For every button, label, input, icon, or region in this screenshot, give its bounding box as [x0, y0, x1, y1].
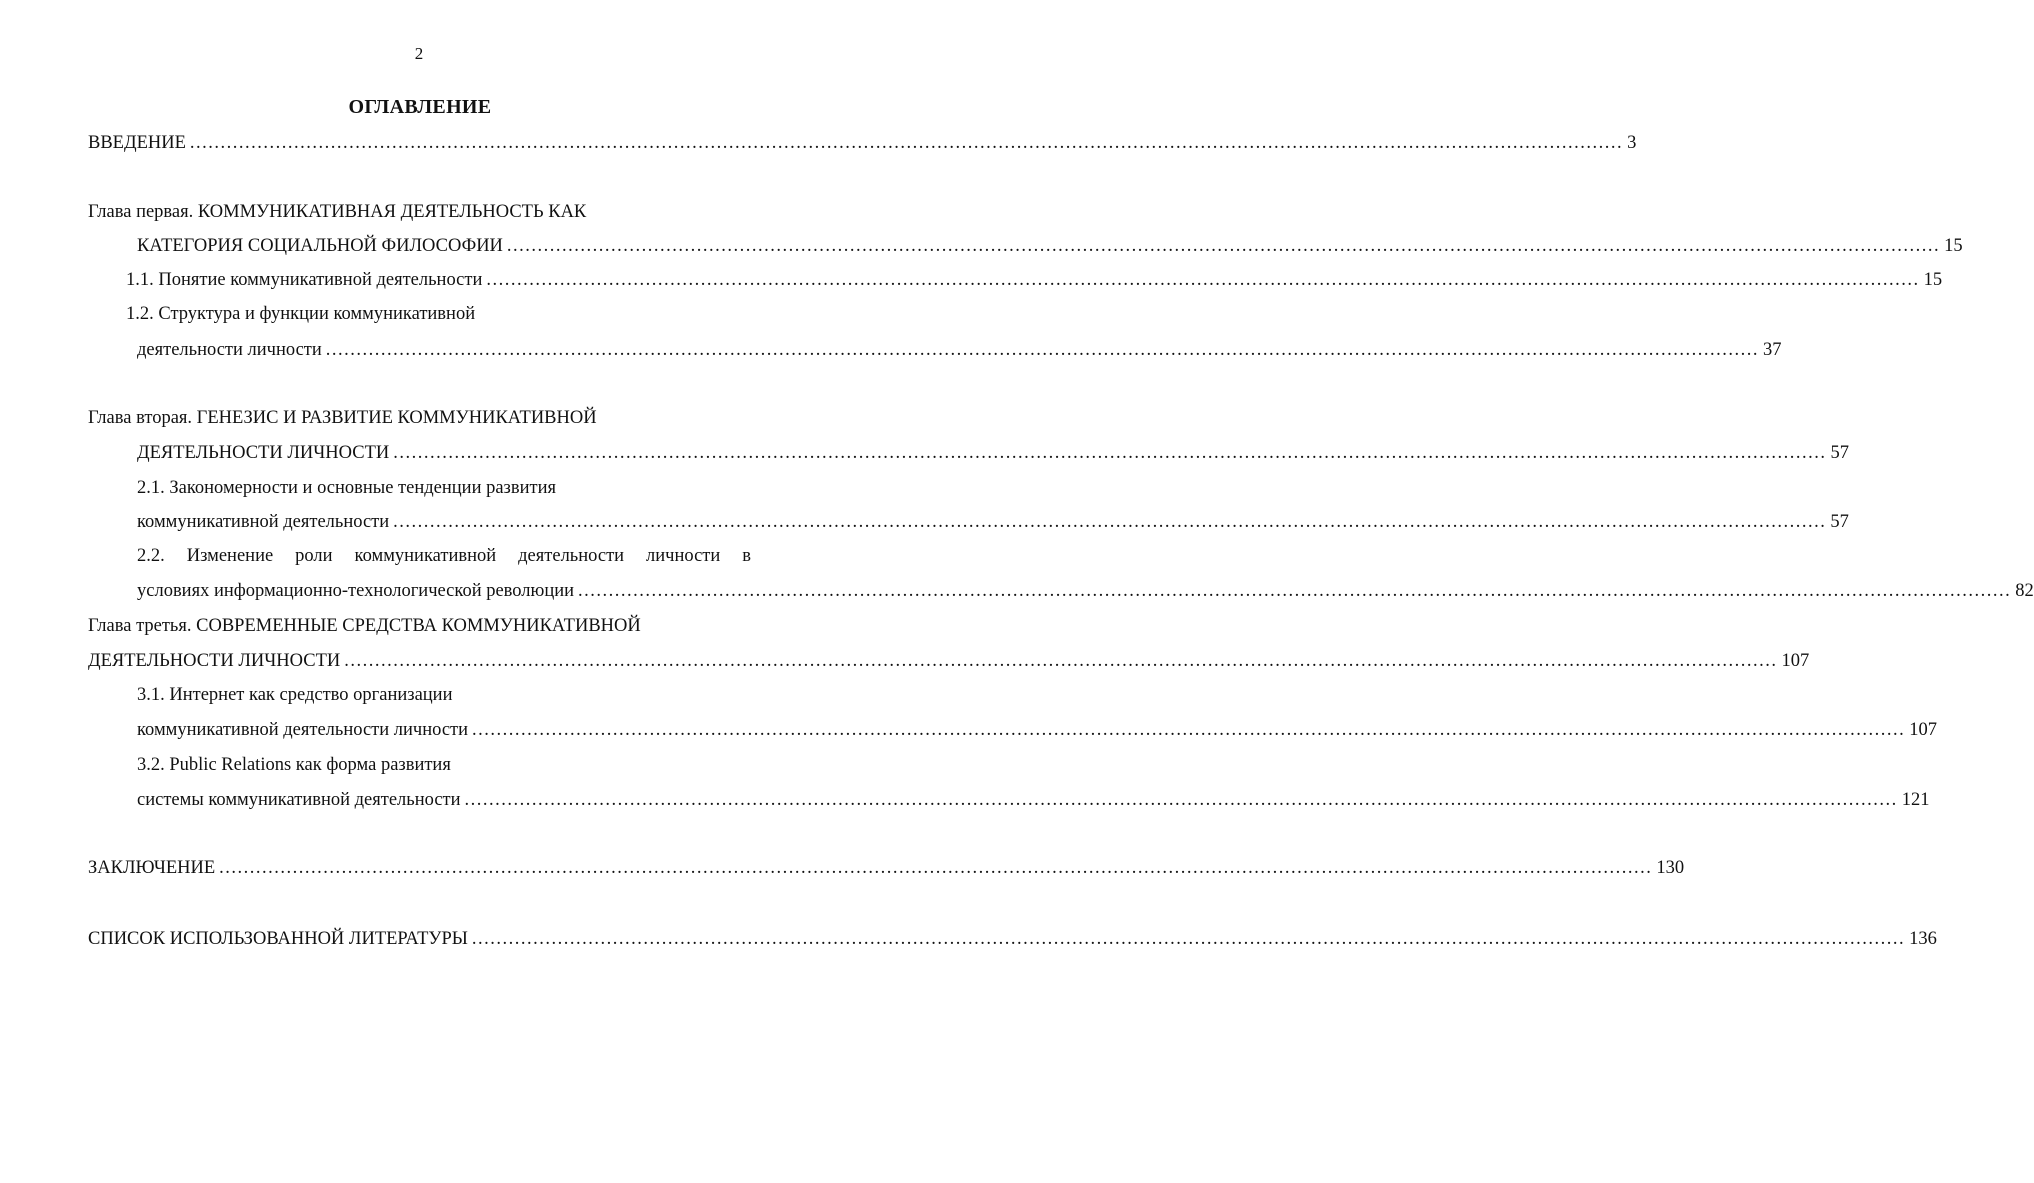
toc-entry-section-3-2[interactable]	[137, 787, 1930, 813]
toc-entry-text: коммуникативной деятельности	[137, 512, 390, 532]
toc-chapter-1-heading[interactable]: Глава первая. КОММУНИКАТИВНАЯ ДЕЯТЕЛЬНОСТЬ КАК	[88, 202, 587, 222]
toc-entry-section-2-2[interactable]	[137, 578, 2034, 604]
leader-dots: ..........................................................................................................................................................................................................................................	[393, 512, 1827, 532]
toc-section-1-2-heading[interactable]: 1.2. Структура и функции коммуникативной	[126, 304, 476, 324]
toc-entry-text: КАТЕГОРИЯ СОЦИАЛЬНОЙ ФИЛОСОФИИ	[137, 236, 503, 256]
toc-entry-intro[interactable]	[88, 130, 1637, 156]
toc-page-number: 15	[1923, 270, 1943, 290]
page-number: 2	[414, 44, 424, 63]
leader-dots: ..........................................................................................................................................................................................................................................	[219, 858, 1653, 878]
leader-dots: ..........................................................................................................................................................................................................................................	[344, 651, 1778, 671]
leader-dots: ..........................................................................................................................................................................................................................................	[464, 790, 1898, 810]
toc-entry-text: ЗАКЛЮЧЕНИЕ	[88, 858, 216, 878]
toc-page-number: 107	[1781, 651, 1810, 671]
toc-page-number: 121	[1901, 790, 1930, 810]
leader-dots: ..........................................................................................................................................................................................................................................	[471, 929, 1906, 949]
toc-entry-text: ВВЕДЕНИЕ	[88, 133, 186, 153]
toc-page-number: 37	[1763, 340, 1782, 360]
toc-entry-section-2-1[interactable]	[137, 509, 1849, 535]
leader-dots: ..........................................................................................................................................................................................................................................	[325, 340, 1760, 360]
toc-page-number: 57	[1830, 512, 1849, 532]
toc-entry-references[interactable]	[88, 926, 1937, 952]
toc-entry-chapter-1[interactable]	[137, 233, 1963, 259]
leader-dots: ..........................................................................................................................................................................................................................................	[189, 133, 1624, 153]
toc-entry-text: коммуникативной деятельности личности	[137, 720, 469, 740]
toc-entry-text: условиях информационно-технологической революции	[137, 581, 575, 601]
toc-chapter-2-heading[interactable]: Глава вторая. ГЕНЕЗИС И РАЗВИТИЕ КОММУНИКАТИВНОЙ	[88, 408, 597, 428]
leader-dots: ..........................................................................................................................................................................................................................................	[472, 720, 1906, 740]
toc-page-number: 107	[1909, 720, 1938, 740]
toc-entry-chapter-3[interactable]	[88, 648, 1810, 674]
toc-entry-text: ДЕЯТЕЛЬНОСТИ ЛИЧНОСТИ	[88, 651, 341, 671]
toc-page-number: 130	[1656, 858, 1685, 878]
toc-entry-text: 1.1. Понятие коммуникативной деятельности	[126, 270, 483, 290]
toc-entry-text: системы коммуникативной деятельности	[137, 790, 461, 810]
toc-entry-text: СПИСОК ИСПОЛЬЗОВАННОЙ ЛИТЕРАТУРЫ	[88, 929, 468, 949]
leader-dots: ..........................................................................................................................................................................................................................................	[393, 443, 1827, 463]
leader-dots: ..........................................................................................................................................................................................................................................	[506, 236, 1941, 256]
toc-entry-section-3-1[interactable]	[137, 717, 1938, 743]
toc-section-2-1-heading[interactable]: 2.1. Закономерности и основные тенденции развития	[137, 478, 556, 498]
toc-entry-text: деятельности личности	[137, 340, 322, 360]
toc-chapter-3-heading[interactable]: Глава третья. СОВРЕМЕННЫЕ СРЕДСТВА КОММУНИКАТИВНОЙ	[88, 616, 641, 636]
toc-page-number: 57	[1830, 443, 1849, 463]
toc-page-number: 136	[1909, 929, 1937, 949]
toc-page-number: 82	[2015, 581, 2034, 601]
toc-entry-chapter-2[interactable]	[137, 440, 1849, 466]
toc-page-number: 15	[1944, 236, 1963, 256]
toc-entry-text: ДЕЯТЕЛЬНОСТИ ЛИЧНОСТИ	[137, 443, 390, 463]
toc-entry-section-1-2[interactable]	[137, 337, 1782, 363]
page-title: ОГЛАВЛЕНИЕ	[348, 96, 492, 118]
toc-section-3-2-heading[interactable]: 3.2. Public Relations как форма развития	[137, 755, 451, 775]
toc-entry-conclusion[interactable]	[88, 855, 1685, 881]
toc-section-3-1-heading[interactable]: 3.1. Интернет как средство организации	[137, 685, 453, 705]
toc-page-number: 3	[1627, 133, 1637, 153]
leader-dots: ..........................................................................................................................................................................................................................................	[578, 581, 2012, 601]
toc-section-2-2-heading[interactable]: 2.2. Изменение роли коммуникативной деятельности личности в	[137, 546, 751, 566]
toc-entry-section-1-1[interactable]	[126, 267, 1943, 293]
leader-dots: ..........................................................................................................................................................................................................................................	[486, 270, 1920, 290]
